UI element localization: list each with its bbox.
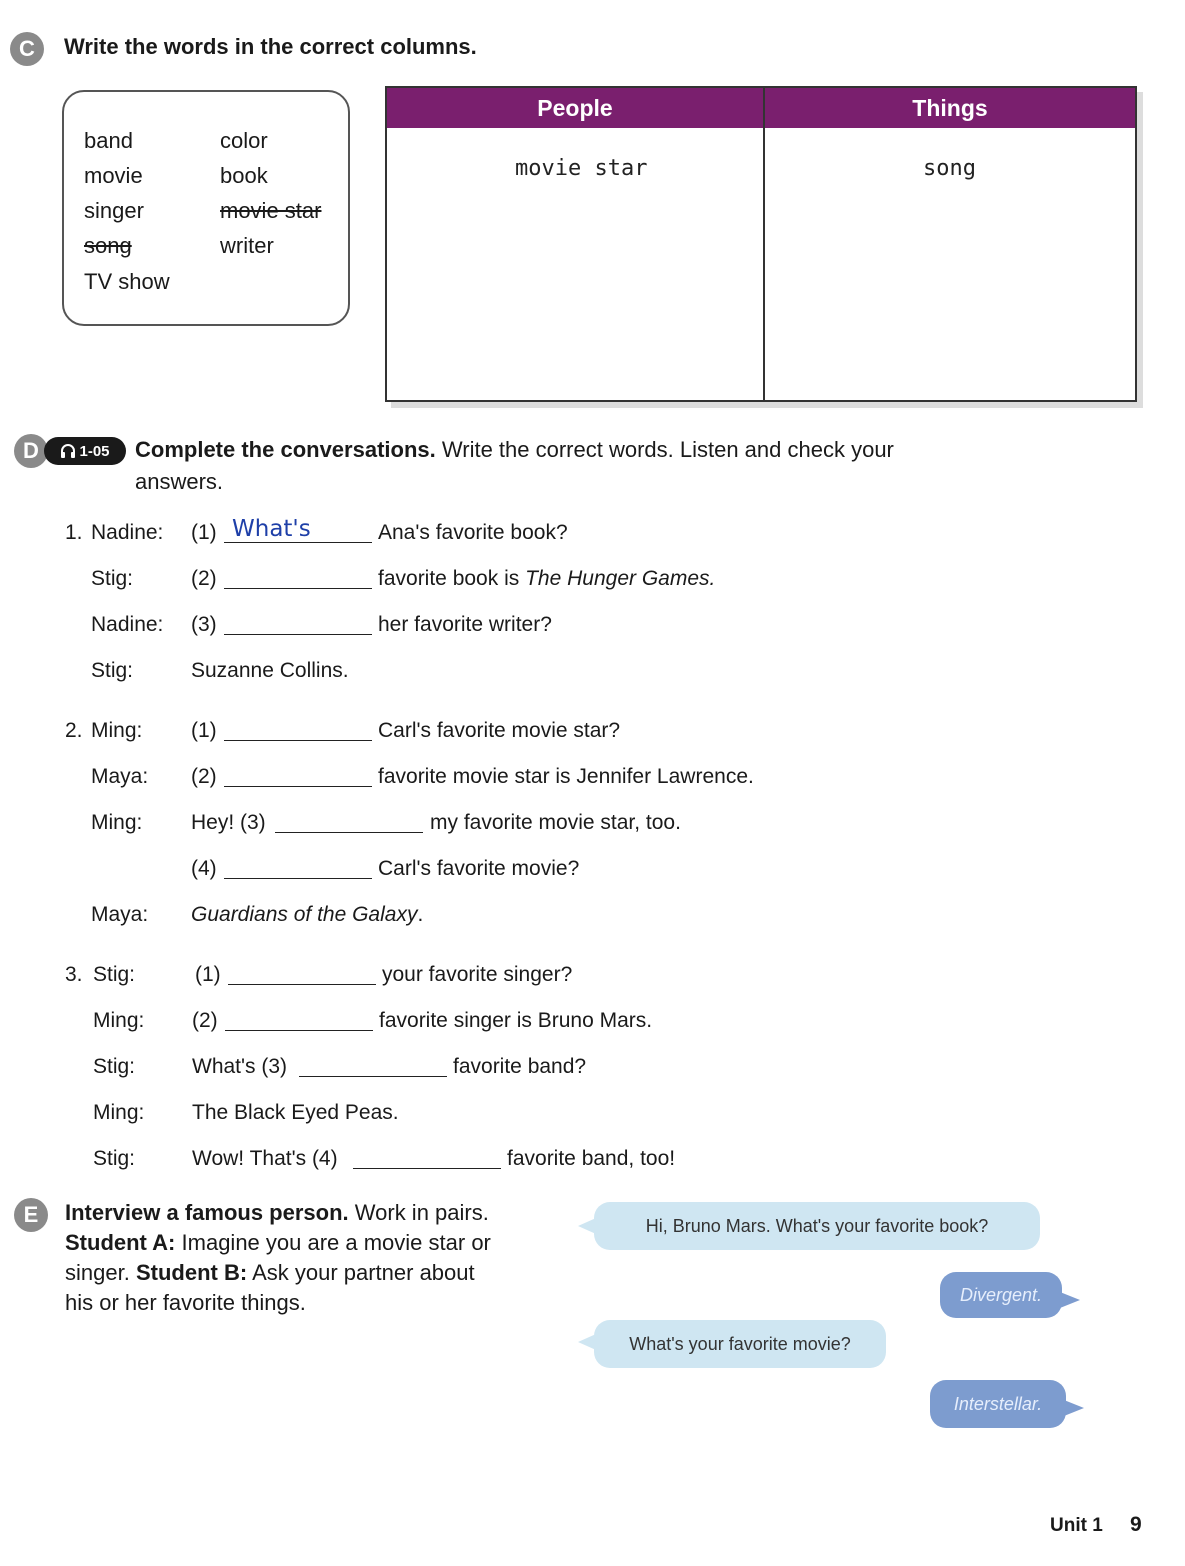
word-tv-show: TV show	[84, 269, 170, 294]
conv2-line4-text: Carl's favorite movie?	[378, 857, 580, 880]
section-e-badge: E	[14, 1198, 48, 1232]
speech-bubble-question-1: Hi, Bruno Mars. What's your favorite book?	[594, 1202, 1040, 1250]
conv3-line5-text: favorite band, too!	[507, 1147, 676, 1170]
conv2-blank-2[interactable]	[224, 786, 372, 787]
conv3-blank-2[interactable]	[225, 1030, 373, 1031]
conv3-n2: (2)	[192, 1009, 218, 1032]
word-color: color	[220, 128, 268, 153]
section-d-instructions	[135, 437, 894, 463]
things-header: Things	[765, 88, 1135, 128]
conv1-answer-1: What's	[232, 516, 311, 542]
conv2-line3-text: my favorite movie star, too.	[430, 811, 681, 834]
word-band: band	[84, 128, 133, 153]
conv3-line5-before: Wow! That's (4)	[192, 1147, 338, 1170]
conv2-line2-text: favorite movie star is Jennifer Lawrence.	[378, 765, 754, 788]
conv2-speaker-2: Maya:	[91, 765, 149, 788]
word-writer: writer	[220, 233, 274, 258]
conv1-n1: (1)	[191, 521, 217, 544]
conv3-line3-text: favorite band?	[453, 1055, 587, 1078]
conv2-speaker-3: Ming:	[91, 811, 143, 834]
section-e-line1: Interview a famous person. Work in pairs.	[65, 1200, 489, 1225]
conv1-line3-text: her favorite writer?	[378, 613, 552, 636]
conv1-speaker-2: Stig:	[91, 567, 134, 590]
word-singer: singer	[84, 198, 144, 223]
conv3-blank-3[interactable]	[299, 1076, 447, 1077]
conv1-blank-1[interactable]	[224, 542, 372, 543]
section-d-instructions-line2: answers.	[135, 469, 224, 494]
word-book: book	[220, 163, 268, 188]
section-d-instructions-text: Write the correct words. Listen and check your	[441, 437, 894, 462]
conv3-speaker-2: Ming:	[93, 1009, 145, 1032]
conv1-line1-text: Ana's favorite book?	[378, 521, 568, 544]
section-d-title: Complete the conversations.	[135, 437, 436, 462]
conv1-line2-text: favorite book is The Hunger Games.	[378, 567, 716, 590]
conv1-blank-2[interactable]	[224, 588, 372, 589]
section-e-line4: his or her favorite things.	[65, 1290, 306, 1315]
word-movie-star: movie star	[220, 198, 322, 223]
things-answer[interactable]: song	[923, 156, 976, 181]
word-movie: movie	[84, 163, 143, 188]
audio-track-button[interactable]	[44, 437, 126, 465]
word-song: song	[84, 233, 132, 258]
sorting-table	[385, 86, 1137, 402]
table-divider	[763, 88, 765, 400]
speech-bubble-question-2: What's your favorite movie?	[594, 1320, 886, 1368]
bubble-tail-a2	[1064, 1400, 1084, 1416]
conv2-blank-4[interactable]	[224, 878, 372, 879]
conv3-speaker-3: Stig:	[93, 1055, 136, 1078]
conv2-speaker-5: Maya:	[91, 903, 149, 926]
conv3-speaker-5: Stig:	[93, 1147, 136, 1170]
audio-track-label: 1-05	[79, 442, 110, 460]
conv2-line5-text: Guardians of the Galaxy.	[191, 903, 424, 926]
conv3-speaker-4: Ming:	[93, 1101, 145, 1124]
section-e-line3: singer. Student B: Ask your partner about	[65, 1260, 475, 1285]
conv2-blank-1[interactable]	[224, 740, 372, 741]
bubble-tail-a1	[1060, 1292, 1080, 1308]
section-e-line2: Student A: Imagine you are a movie star or	[65, 1230, 491, 1255]
conv2-number: 2.	[65, 719, 83, 742]
word-box	[62, 90, 350, 326]
conv2-line3-before: Hey! (3)	[191, 811, 266, 834]
conv3-line3-before: What's (3)	[192, 1055, 288, 1078]
conv1-speaker-1: Nadine:	[91, 521, 164, 544]
conv1-n3: (3)	[191, 613, 217, 636]
conv3-blank-1[interactable]	[228, 984, 376, 985]
conv2-blank-3[interactable]	[275, 832, 423, 833]
section-c-title: Write the words in the correct columns.	[64, 34, 477, 59]
people-answer[interactable]: movie star	[515, 156, 648, 181]
conv2-n4: (4)	[191, 857, 217, 880]
conv2-n2: (2)	[191, 765, 217, 788]
conv3-line1-text: your favorite singer?	[382, 963, 573, 986]
page-number: 9	[1130, 1513, 1142, 1536]
section-d-badge: D	[14, 434, 48, 468]
conv1-n2: (2)	[191, 567, 217, 590]
conv2-n1: (1)	[191, 719, 217, 742]
speech-bubble-answer-1: Divergent.	[940, 1272, 1062, 1318]
speech-bubble-answer-2: Interstellar.	[930, 1380, 1066, 1428]
conv3-line2-text: favorite singer is Bruno Mars.	[379, 1009, 653, 1032]
conv1-blank-3[interactable]	[224, 634, 372, 635]
conv3-number: 3.	[65, 963, 83, 986]
conv1-speaker-3: Nadine:	[91, 613, 164, 636]
conv3-speaker-1: Stig:	[93, 963, 136, 986]
conv2-line1-text: Carl's favorite movie star?	[378, 719, 621, 742]
conv1-number: 1.	[65, 521, 83, 544]
section-c-badge: C	[10, 32, 44, 66]
conv3-line4-text: The Black Eyed Peas.	[192, 1101, 399, 1124]
conv3-n1: (1)	[195, 963, 221, 986]
conv1-line4-text: Suzanne Collins.	[191, 659, 349, 682]
conv1-speaker-4: Stig:	[91, 659, 134, 682]
conv3-blank-4[interactable]	[353, 1168, 501, 1169]
headphones-icon	[60, 444, 76, 458]
people-header: People	[387, 88, 763, 128]
unit-label: Unit 1	[1050, 1515, 1103, 1536]
conv2-speaker-1: Ming:	[91, 719, 143, 742]
